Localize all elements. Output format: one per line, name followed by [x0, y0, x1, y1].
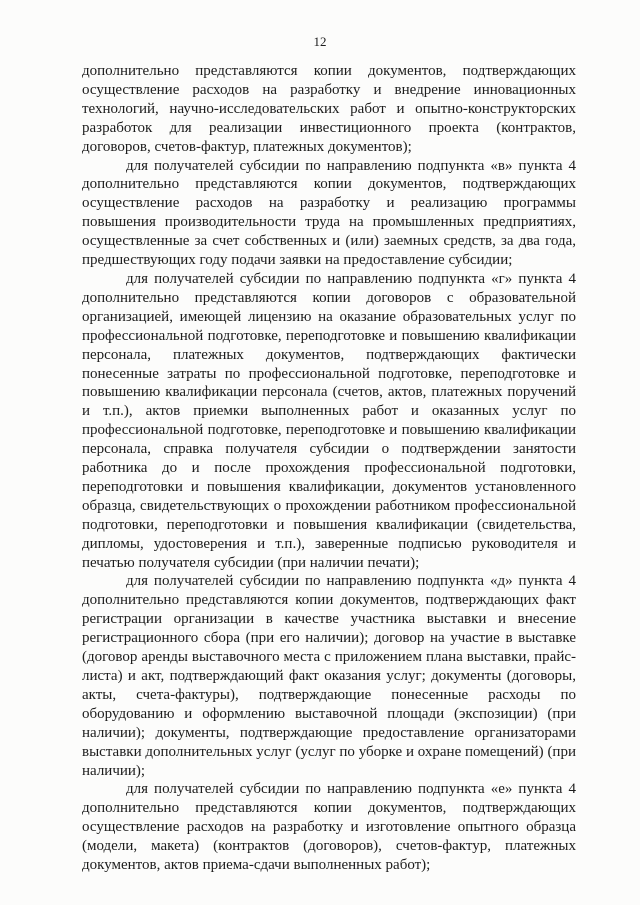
paragraph-subitem-g: для получателей субсидии по направлению подпункта «г» пункта 4 дополнительно представляются копии договоров с образовательной организацией, имеющей лицензию на оказание образовательных услуг по профессиональной подготовке, переподготовке и повышению квалификации персонала, платежных документов, подтверждающих фактически понесенные затраты по профессиональной подготовке, переподготовке и повышению квалификации персонала (счетов, актов, платежных поручений и т.п.), актов приемки выполненных работ и оказанных услуг по профессиональной подготовке, переподготовке и повышению квалификации персонала, справка получателя субсидии о подтверждении занятости работника до и после прохождения профессиональной подготовки, переподготовки и повышения квалификации, документов установленного образца, свидетельствующих о прохождении работником профессиональной подготовки, переподготовки и повышения квалификации (свидетельства, дипломы, удостоверения и т.п.), заверенные подписью руководителя и печатью получателя субсидии (при наличии печати); — [82, 270, 576, 571]
paragraph-continuation: дополнительно представляются копии документов, подтверждающих осуществление расходов на разработку и внедрение инновационных технологий, научно-исследовательских работ и опытно-конструкторских разработок для реализации инвестиционного проекта (контрактов, договоров, счетов-фактур, платежных документов); — [82, 63, 576, 155]
paragraph-subitem-d: для получателей субсидии по направлению подпункта «д» пункта 4 дополнительно представляются копии документов, подтверждающих факт регистрации организации в качестве участника выставки и внесение регистрационного сбора (при его наличии); договор на участие в выставке (договор аренды выставочного места с приложением плана выставки, прайс-листа) и акт, подтверждающий факт оказания услуг; документы (договоры, акты, счета-фактуры), подтверждающие понесенные расходы по оборудованию и оформлению выставочной площади (экспозиции) (при наличии); документы, подтверждающие предоставление организаторами выставки дополнительных услуг (услуг по уборке и охране помещений) (при наличии); — [82, 573, 576, 779]
paragraph-subitem-v: для получателей субсидии по направлению подпункта «в» пункта 4 дополнительно представляются копии документов, подтверждающих осуществление расходов на разработку и реализацию программы повышения производительности труда на промышленных предприятиях, осуществленные за счет собственных и (или) заемных средств, за два года, предшествующих году подачи заявки на предоставление субсидии; — [82, 157, 576, 269]
document-body — [82, 62, 576, 875]
paragraph-subitem-e: для получателей субсидии по направлению подпункта «е» пункта 4 дополнительно представляются копии документов, подтверждающих осуществление расходов на разработку и изготовление опытного образца (модели, макета) (контрактов (договоров), счетов-фактур, платежных документов, актов приема-сдачи выполненных работ); — [82, 781, 576, 874]
page-number: 12 — [313, 34, 327, 49]
